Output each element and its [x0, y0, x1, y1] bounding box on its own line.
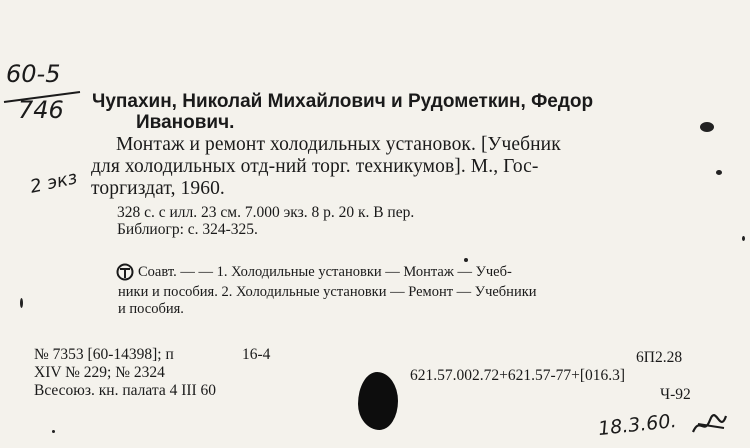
author-mark: Ч-92	[660, 386, 691, 403]
record-number: № 7353 [60-14398]; п	[34, 346, 174, 363]
tracing-line1: Соавт. — — 1. Холодильные установки — Монтаж — Учеб-	[138, 264, 512, 280]
physical-description: 328 с. с илл. 23 см. 7.000 экз. 8 р. 20 к. В пер.	[117, 204, 415, 221]
title-line2: для холодильных отд-ний торг. техникумов]. М., Гос-	[91, 156, 539, 177]
speck	[700, 122, 714, 132]
circled-t-symbol	[116, 263, 134, 281]
book-chamber: Всесоюз. кн. палата 4 III 60	[34, 382, 217, 399]
price-code: 16-4	[242, 346, 271, 363]
speck	[20, 298, 23, 308]
class-code: 6П2.28	[636, 349, 683, 366]
handwritten-code-bottom: 746	[18, 96, 64, 124]
speck	[742, 236, 745, 241]
udc-index: 621.57.002.72+621.57-77+[016.3]	[410, 367, 626, 384]
title-line1: Монтаж и ремонт холодильных установок. [Учебник	[116, 134, 561, 155]
series-info: XIV № 229; № 2324	[34, 364, 165, 381]
punch-hole	[358, 372, 398, 430]
handwritten-margin-note: 2 экз	[28, 167, 80, 198]
speck	[464, 258, 468, 262]
author-heading-line2: Иванович.	[136, 112, 235, 133]
tracing-line2: ники и пособия. 2. Холодильные установки — Ремонт — Учебники	[118, 284, 537, 300]
speck	[716, 170, 722, 175]
handwritten-code-top: 60-5	[6, 60, 61, 88]
tracing-line3: и пособия.	[118, 301, 184, 317]
title-line3: торгиздат, 1960.	[91, 178, 225, 199]
bibliography-note: Библиогр: с. 324-325.	[117, 221, 258, 238]
speck	[52, 430, 55, 433]
author-heading-line1: Чупахин, Николай Михайлович и Рудометкин, Федор	[92, 91, 594, 112]
signature-scribble	[690, 410, 730, 440]
handwritten-date: 18.3.60.	[597, 409, 678, 441]
